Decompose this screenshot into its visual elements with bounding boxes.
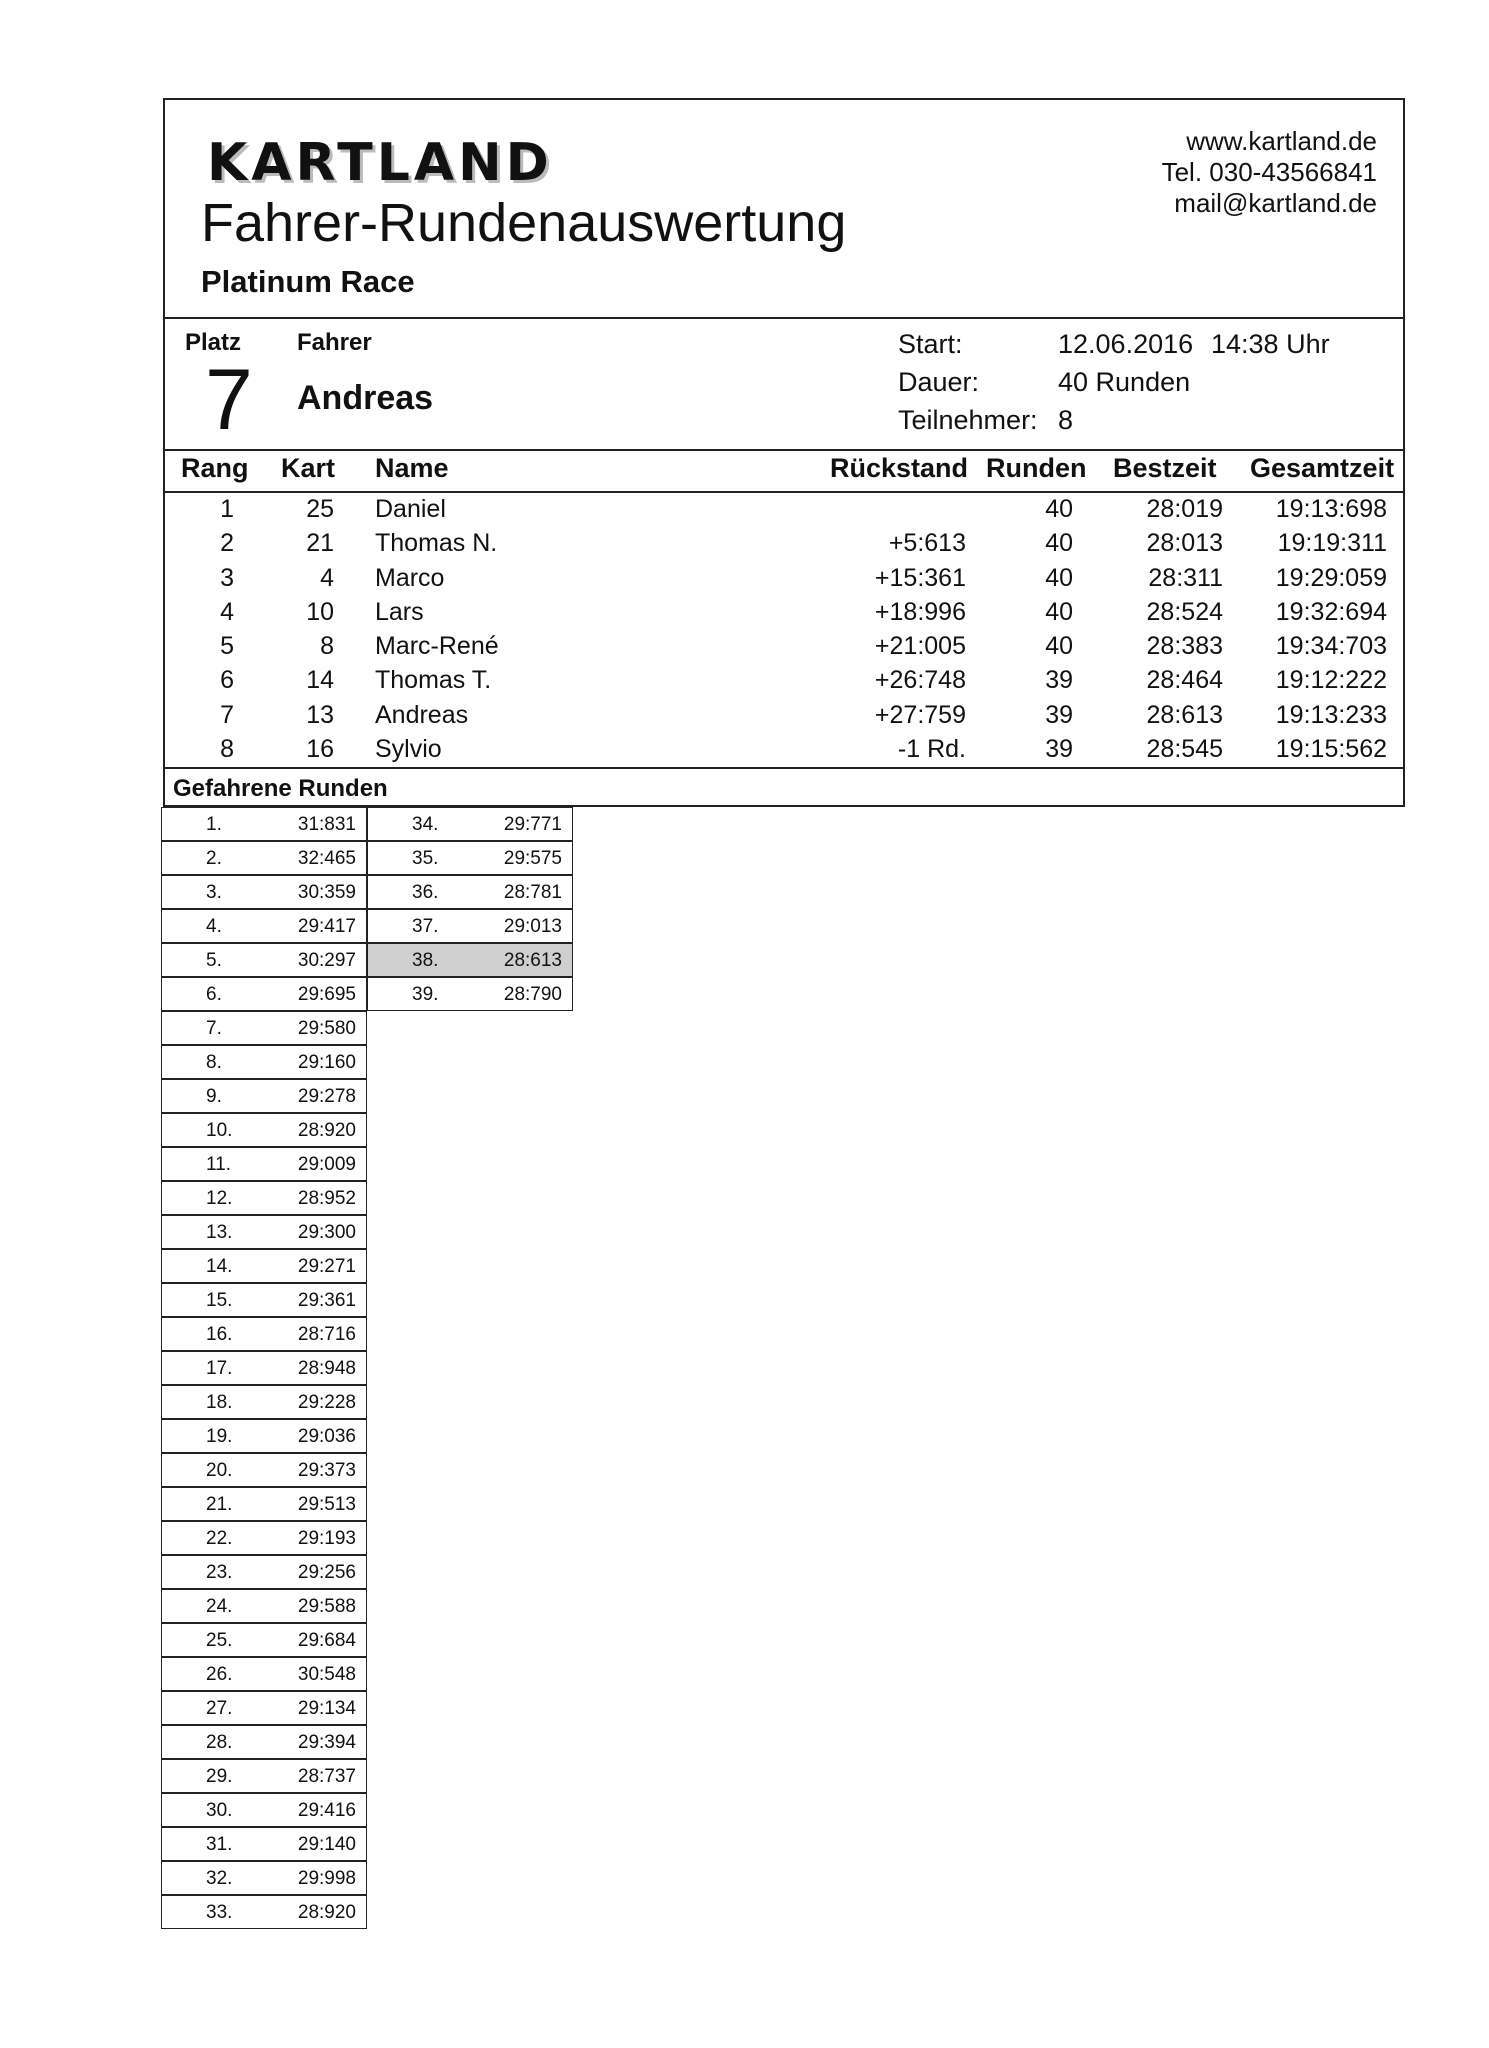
lap-number: 18.	[206, 1392, 233, 1413]
lap-number: 8.	[206, 1052, 222, 1073]
result-cell-bestzeit: 28:464	[1146, 666, 1223, 695]
result-cell-runden: 39	[1045, 735, 1073, 764]
lap-cell-best	[367, 943, 573, 977]
result-row	[165, 699, 1403, 733]
lap-cell	[161, 1487, 367, 1521]
lap-time: 29:695	[297, 984, 356, 1005]
lap-time: 31:831	[297, 814, 356, 835]
result-row	[165, 493, 1403, 527]
lap-time: 28:737	[297, 1766, 356, 1787]
lap-number: 12.	[206, 1188, 233, 1209]
lap-time: 30:297	[297, 950, 356, 971]
result-cell-rang: 2	[220, 529, 234, 558]
lap-time: 29:271	[297, 1256, 356, 1277]
lap-number: 16.	[206, 1324, 233, 1345]
lap-number: 19.	[206, 1426, 233, 1447]
lap-number: 9.	[206, 1086, 222, 1107]
lap-number: 35.	[412, 848, 439, 869]
contact-phone: Tel. 030-43566841	[1161, 157, 1377, 187]
lap-cell	[161, 1623, 367, 1657]
lap-time: 28:613	[503, 950, 562, 971]
lap-time: 29:134	[297, 1698, 356, 1719]
lap-time: 29:417	[297, 916, 356, 937]
lap-number: 28.	[206, 1732, 233, 1753]
lap-number: 32.	[206, 1868, 233, 1889]
lap-time: 29:416	[297, 1800, 356, 1821]
result-cell-runden: 39	[1045, 700, 1073, 729]
lap-cell	[161, 1453, 367, 1487]
lap-time: 32:465	[297, 848, 356, 869]
lap-number: 36.	[412, 882, 439, 903]
lap-time: 29:771	[503, 814, 562, 835]
result-row	[165, 527, 1403, 561]
lap-number: 25.	[206, 1630, 233, 1651]
result-cell-bestzeit: 28:383	[1146, 632, 1223, 661]
lap-number: 13.	[206, 1222, 233, 1243]
lap-number: 1.	[206, 814, 222, 835]
lap-time: 30:548	[297, 1664, 356, 1685]
lap-time: 29:009	[297, 1154, 356, 1175]
lap-number: 22.	[206, 1528, 233, 1549]
lap-number: 30.	[206, 1800, 233, 1821]
result-cell-runden: 40	[1045, 632, 1073, 661]
header-runden: Runden	[986, 453, 1087, 483]
lap-number: 10.	[206, 1120, 233, 1141]
result-cell-gesamtzeit: 19:12:222	[1275, 666, 1387, 695]
result-row	[165, 630, 1403, 664]
lap-cell	[161, 1725, 367, 1759]
lap-time: 28:948	[297, 1358, 356, 1379]
lap-time: 29:160	[297, 1052, 356, 1073]
header-name: Name	[375, 453, 449, 483]
lap-time: 30:359	[297, 882, 356, 903]
result-cell-name: Thomas T.	[375, 666, 492, 695]
laps-title: Gefahrene Runden	[173, 775, 388, 802]
lap-cell	[367, 841, 573, 875]
teilnehmer-value: 8	[1058, 405, 1074, 435]
lap-cell	[161, 1181, 367, 1215]
lap-number: 34.	[412, 814, 439, 835]
platz-label: Platz	[185, 329, 242, 356]
result-cell-bestzeit: 28:613	[1146, 700, 1223, 729]
lap-time: 29:394	[297, 1732, 356, 1753]
result-cell-name: Sylvio	[375, 735, 442, 764]
lap-cell	[161, 1385, 367, 1419]
result-cell-kart: 8	[320, 632, 334, 661]
result-cell-rueckstand: -1 Rd.	[897, 735, 966, 764]
lap-time: 28:920	[297, 1902, 356, 1923]
result-cell-name: Andreas	[375, 700, 469, 729]
header-bestzeit: Bestzeit	[1113, 453, 1217, 483]
lap-number: 38.	[412, 950, 439, 971]
result-cell-runden: 40	[1045, 495, 1073, 523]
lap-number: 27.	[206, 1698, 233, 1719]
result-cell-kart: 4	[320, 563, 334, 592]
result-cell-bestzeit: 28:545	[1146, 735, 1223, 764]
teilnehmer-label: Teilnehmer:	[898, 405, 1038, 435]
result-cell-bestzeit: 28:524	[1146, 597, 1223, 626]
driver-summary	[165, 317, 1403, 451]
lap-number: 4.	[206, 916, 222, 937]
result-cell-rueckstand: +15:361	[874, 563, 966, 592]
lap-time: 29:684	[297, 1630, 356, 1651]
result-cell-kart: 21	[306, 529, 334, 558]
lap-number: 3.	[206, 882, 222, 903]
lap-number: 21.	[206, 1494, 233, 1515]
lap-time: 29:140	[297, 1834, 356, 1855]
lap-time: 29:575	[503, 848, 562, 869]
start-label: Start:	[898, 329, 963, 359]
page-title: Fahrer-Rundenauswertung	[201, 193, 847, 253]
laps-section-title	[165, 767, 1403, 807]
lap-time: 29:998	[297, 1868, 356, 1889]
lap-number: 31.	[206, 1834, 233, 1855]
start-time: 14:38 Uhr	[1211, 329, 1330, 359]
results-table	[165, 449, 1403, 767]
result-cell-gesamtzeit: 19:15:562	[1275, 735, 1387, 764]
lap-cell	[161, 1827, 367, 1861]
result-cell-bestzeit: 28:013	[1146, 529, 1223, 558]
lap-time: 29:300	[297, 1222, 356, 1243]
lap-number: 37.	[412, 916, 439, 937]
result-cell-name: Lars	[375, 597, 424, 626]
lap-cell	[161, 1759, 367, 1793]
lap-cell	[161, 807, 367, 841]
result-cell-rang: 8	[220, 735, 234, 764]
lap-cell	[367, 977, 573, 1011]
lap-cell	[161, 1351, 367, 1385]
result-cell-runden: 39	[1045, 666, 1073, 695]
lap-time: 29:193	[297, 1528, 356, 1549]
lap-cell	[161, 1555, 367, 1589]
lap-time: 29:580	[297, 1018, 356, 1039]
result-cell-rang: 3	[220, 563, 234, 592]
result-cell-bestzeit: 28:019	[1146, 495, 1223, 523]
lap-time: 29:256	[297, 1562, 356, 1583]
lap-cell	[367, 875, 573, 909]
result-cell-bestzeit: 28:311	[1148, 563, 1223, 592]
result-row	[165, 596, 1403, 630]
lap-cell	[367, 807, 573, 841]
result-cell-runden: 40	[1045, 597, 1073, 626]
lap-time: 29:013	[503, 916, 562, 937]
lap-cell	[161, 1147, 367, 1181]
kartland-logo: KARTLAND	[207, 133, 553, 193]
lap-number: 2.	[206, 848, 222, 869]
lap-cell	[367, 909, 573, 943]
lap-number: 14.	[206, 1256, 233, 1277]
lap-number: 29.	[206, 1766, 233, 1787]
lap-time: 29:373	[297, 1460, 356, 1481]
lap-cell	[161, 1079, 367, 1113]
lap-cell	[161, 1249, 367, 1283]
result-cell-kart: 10	[306, 597, 334, 626]
lap-number: 33.	[206, 1902, 233, 1923]
lap-time: 28:952	[297, 1188, 356, 1209]
result-cell-name: Daniel	[375, 495, 446, 523]
platz-value: 7	[205, 352, 253, 448]
lap-cell	[161, 1521, 367, 1555]
result-cell-gesamtzeit: 19:32:694	[1275, 597, 1387, 626]
result-cell-rang: 7	[220, 700, 234, 729]
result-cell-rang: 5	[220, 632, 234, 661]
header-kart: Kart	[281, 453, 336, 483]
lap-cell	[161, 1045, 367, 1079]
results-header-row	[165, 449, 1403, 493]
lap-number: 11.	[206, 1154, 232, 1175]
lap-number: 24.	[206, 1596, 233, 1617]
lap-time: 29:588	[297, 1596, 356, 1617]
result-cell-gesamtzeit: 19:13:233	[1275, 700, 1387, 729]
lap-cell	[161, 1589, 367, 1623]
lap-cell	[161, 1691, 367, 1725]
result-cell-gesamtzeit: 19:29:059	[1275, 563, 1387, 592]
lap-number: 7.	[206, 1018, 222, 1039]
event-name: Platinum Race	[201, 264, 415, 299]
header-gesamtzeit: Gesamtzeit	[1250, 453, 1395, 483]
header-rueckstand: Rückstand	[830, 453, 969, 483]
lap-number: 5.	[206, 950, 222, 971]
lap-time: 29:278	[297, 1086, 356, 1107]
report-header	[165, 100, 1403, 319]
lap-cell	[161, 1283, 367, 1317]
result-cell-runden: 40	[1045, 529, 1073, 558]
result-cell-rang: 6	[220, 666, 234, 695]
result-cell-kart: 16	[306, 735, 334, 764]
lap-cell	[161, 1657, 367, 1691]
lap-cell	[161, 1113, 367, 1147]
lap-time: 28:790	[503, 984, 562, 1005]
header-rang: Rang	[181, 453, 249, 483]
result-cell-rang: 4	[220, 597, 234, 626]
contact-email[interactable]: mail@kartland.de	[1174, 188, 1377, 218]
lap-number: 39.	[412, 984, 439, 1005]
results-body	[165, 493, 1403, 767]
result-cell-kart: 14	[306, 666, 334, 695]
lap-time: 28:781	[503, 882, 562, 903]
lap-cell	[161, 977, 367, 1011]
driver-name: Andreas	[297, 379, 434, 417]
dauer-value: 40 Runden	[1058, 367, 1191, 397]
result-row	[165, 733, 1403, 767]
lap-number: 6.	[206, 984, 222, 1005]
lap-cell	[161, 1793, 367, 1827]
result-cell-gesamtzeit: 19:19:311	[1277, 529, 1387, 558]
lap-cell	[161, 1215, 367, 1249]
lap-time: 29:036	[297, 1426, 356, 1447]
lap-time: 29:228	[297, 1392, 356, 1413]
lap-time: 28:920	[297, 1120, 356, 1141]
lap-time: 29:513	[297, 1494, 356, 1515]
result-cell-name: Thomas N.	[375, 529, 498, 558]
lap-cell	[161, 1895, 367, 1929]
result-cell-rueckstand: +21:005	[874, 632, 966, 661]
lap-time: 29:361	[297, 1290, 356, 1311]
lap-cell	[161, 1011, 367, 1045]
result-cell-name: Marc-René	[375, 632, 499, 661]
lap-cell	[161, 1317, 367, 1351]
lap-cell	[161, 943, 367, 977]
result-cell-gesamtzeit: 19:34:703	[1275, 632, 1387, 661]
result-cell-kart: 25	[306, 495, 334, 523]
contact-info	[1162, 126, 1377, 219]
lap-cell	[161, 841, 367, 875]
start-date: 12.06.2016	[1058, 329, 1194, 359]
result-cell-rueckstand: +5:613	[888, 529, 966, 558]
dauer-label: Dauer:	[898, 367, 980, 397]
result-cell-rueckstand: +27:759	[874, 700, 966, 729]
lap-number: 23.	[206, 1562, 233, 1583]
result-cell-name: Marco	[375, 563, 445, 592]
result-cell-kart: 13	[306, 700, 334, 729]
result-cell-runden: 40	[1045, 563, 1073, 592]
contact-website[interactable]: www.kartland.de	[1186, 126, 1377, 156]
lap-number: 26.	[206, 1664, 233, 1685]
result-cell-rueckstand: +18:996	[874, 597, 966, 626]
report-sheet	[163, 98, 1405, 807]
result-cell-gesamtzeit: 19:13:698	[1275, 495, 1387, 523]
lap-cell	[161, 875, 367, 909]
lap-cell	[161, 1419, 367, 1453]
lap-time: 28:716	[297, 1324, 356, 1345]
result-row	[165, 562, 1403, 596]
fahrer-label: Fahrer	[297, 329, 372, 356]
result-row	[165, 664, 1403, 698]
lap-number: 15.	[206, 1290, 233, 1311]
lap-cell	[161, 909, 367, 943]
result-cell-rueckstand: +26:748	[874, 666, 966, 695]
result-cell-rang: 1	[220, 495, 234, 523]
lap-cell	[161, 1861, 367, 1895]
lap-number: 20.	[206, 1460, 233, 1481]
lap-number: 17.	[206, 1358, 233, 1379]
